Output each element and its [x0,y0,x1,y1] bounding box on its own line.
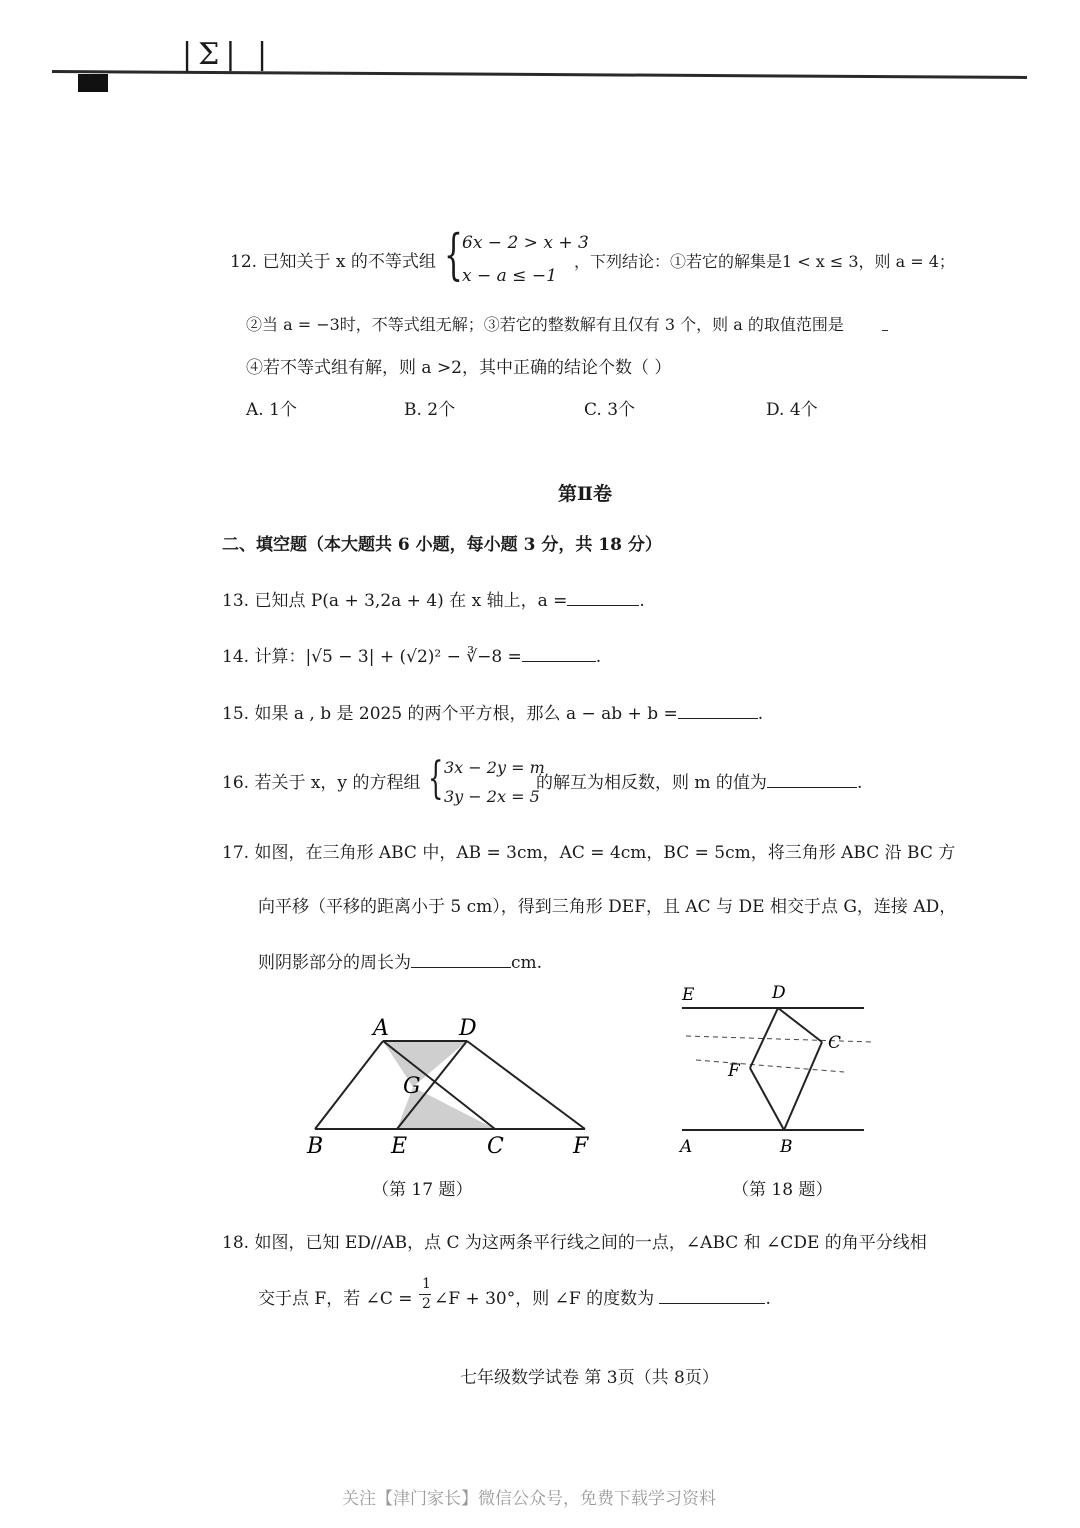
q14-prefix: 14. 计算： [222,647,306,667]
watermark: 关注【津门家长】微信公众号，免费下载学习资料 [342,1489,716,1509]
q17-line2: 向平移（平移的距离小于 5 cm），得到三角形 DEF，且 AC 与 DE 相交于点 G，连接 AD， [258,897,957,917]
q16-eq2: 3y − 2x = 5 [444,787,540,806]
q16-blank [767,773,857,788]
q18-end: . [765,1289,771,1309]
fig17-label-g: G [403,1074,421,1099]
q12-conclusion3: ④若不等式组有解，则 a >2，其中正确的结论个数（ ） [246,358,672,378]
q18-frac-num: 1 [422,1276,431,1292]
q15-body: 15. 如果 a , b 是 2025 的两个平方根，那么 a − ab + b = [222,704,678,724]
fig17-label-f: F [573,1134,589,1159]
q14-text [222,646,601,668]
q12-conclusion1: ，下列结论：①若它的解集是1 < x ≤ 3，则 a = 4； [574,252,955,271]
fig18-caption: （第 18 题） [732,1180,833,1200]
q16-suffix [536,772,862,794]
q13-end: . [639,591,645,611]
fig17-label-d: D [459,1016,477,1041]
q14-blank [522,647,596,662]
q15-end: . [757,704,764,724]
figure-17 [295,1005,615,1185]
q18-line1: 18. 如图，已知 ED//AB，点 C 为这两条平行线之间的一点，∠ABC 和 ∠CDE 的角平分线相 [222,1233,927,1253]
q13-blank [567,591,639,606]
q12-prefix: 12. 已知关于 x 的不等式组 [230,252,436,272]
q12-option-c: C. 3个 [584,400,636,420]
q12-ineq2: x − a ≤ −1 [462,266,557,286]
fig17-label-c: C [487,1134,504,1159]
q18-line2b-text: ∠F + 30°，则 ∠F 的度数为 [434,1289,655,1309]
q18-frac-den: 2 [422,1296,431,1312]
q18-line2a: 交于点 F，若 ∠C = [258,1289,413,1309]
q13-text [222,590,645,612]
q12-option-a: A. 1个 [246,400,297,420]
q12-option-d: D. 4个 [766,400,818,420]
q16-brace: { [428,753,444,804]
q12-option-b: B. 2个 [404,400,456,420]
q17-blank [411,953,511,968]
q15-blank [678,704,758,719]
q14-expr: |√5 − 3| + (√2)² − ∛−8 = [305,647,522,667]
q17-line1: 17. 如图，在三角形 ABC 中，AB = 3cm，AC = 4cm，BC = 5cm，将三角形 ABC 沿 BC 方 [222,843,956,863]
part2-title: 第Ⅱ卷 [558,483,613,505]
q18-frac-bar [419,1294,431,1295]
fig17-label-b: B [307,1134,324,1159]
fig18-label-b: B [780,1137,793,1157]
q17-line3-text: 则阴影部分的周长为 [258,953,411,973]
fig18-label-f: F [728,1061,740,1081]
figure-18 [672,980,882,1160]
q12-brace: { [444,223,463,286]
q16-eq1: 3x − 2y = m [444,758,545,777]
q12-underline [882,330,888,331]
header-mark: |Σ| | [182,37,274,72]
q17-line3 [258,952,542,974]
fig18-label-c: C [828,1033,842,1053]
section-heading: 二、填空题（本大题共 6 小题，每小题 3 分，共 18 分） [222,535,662,555]
q14-end: . [595,647,602,667]
q13-body: 13. 已知点 P(a + 3,2a + 4) 在 x 轴上，a = [222,591,568,611]
fig18-label-a: A [680,1137,693,1157]
page-footer: 七年级数学试卷 第 3页（共 8页） [460,1368,719,1388]
fig18-label-e: E [682,985,695,1005]
fig17-label-a: A [373,1016,389,1041]
q16-suffix-text: 的解互为相反数，则 m 的值为 [536,773,767,793]
q18-blank [659,1289,765,1304]
q16-prefix: 16. 若关于 x，y 的方程组 [222,773,421,793]
fig17-label-e: E [391,1134,408,1159]
fig17-caption: （第 17 题） [372,1180,473,1200]
q17-unit: cm. [511,953,543,973]
q16-end: . [856,773,863,793]
fig18-label-d: D [772,983,786,1003]
fig17-shade-top [383,1041,467,1087]
corner-block [78,74,108,92]
q18-line2b [434,1288,771,1310]
q12-conclusion2: ②当 a = −3时，不等式组无解；③若它的整数解有且仅有 3 个，则 a 的取值范围是 [246,315,844,334]
q12-ineq1: 6x − 2 > x + 3 [462,233,589,253]
q15-text [222,703,763,725]
